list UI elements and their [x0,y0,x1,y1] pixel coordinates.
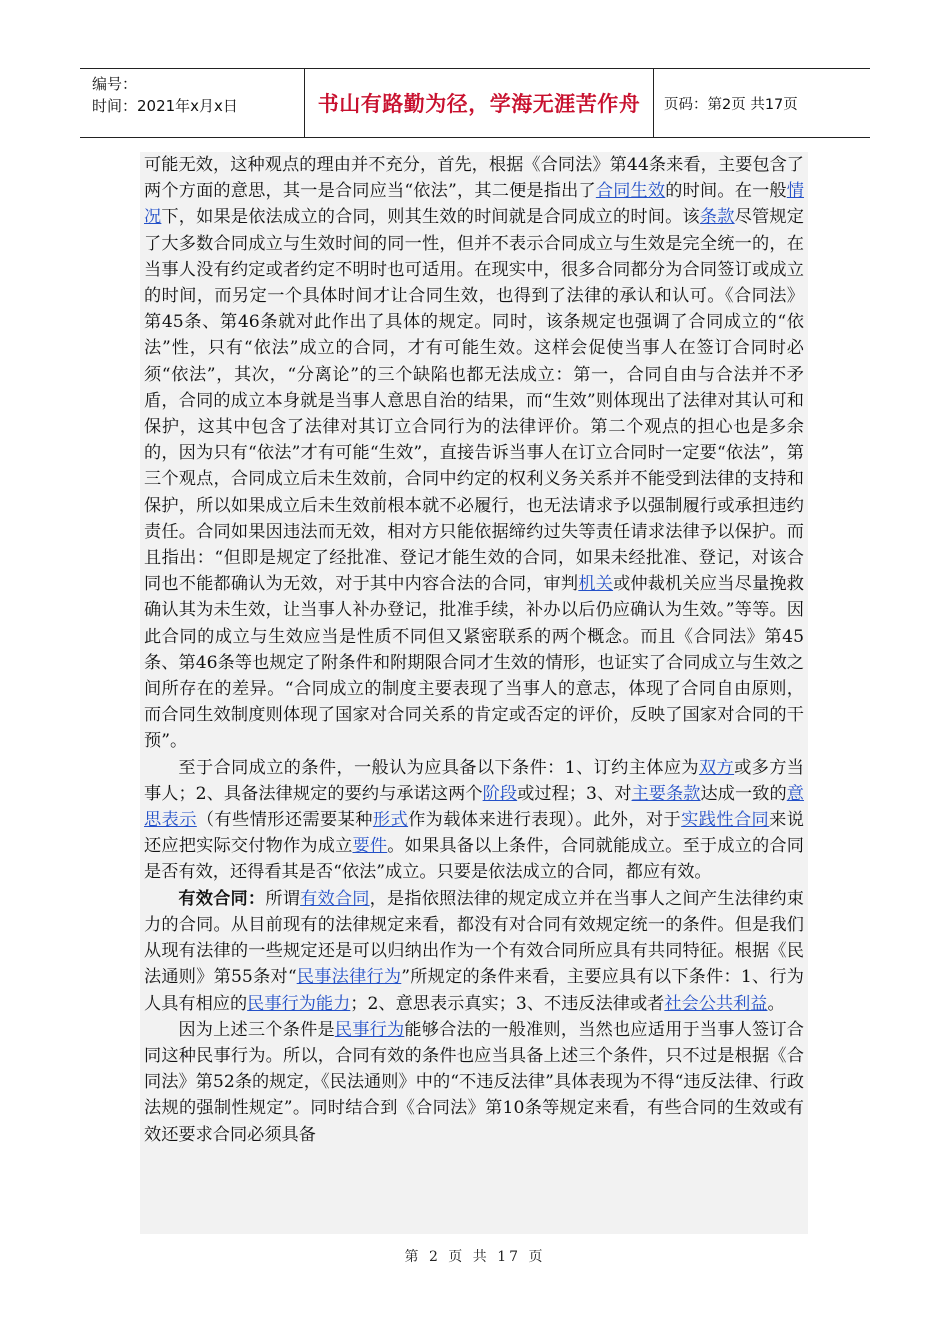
paragraph-text: 达成一致的 [700,783,787,804]
term-link[interactable]: 条款 [699,207,735,228]
document-time-label: 时间：2021年x月x日 [92,97,238,115]
term-link[interactable]: 阶段 [482,783,518,804]
term-link[interactable]: 民事行为 [334,1019,405,1040]
page-footer: 第 2 页 共 17 页 [404,1249,546,1265]
term-link[interactable]: 意思表示 [144,783,804,831]
paragraph-text: 或过程；3、对 [517,783,632,804]
term-link[interactable]: 民事行为能力 [247,993,351,1014]
term-link[interactable]: 主要条款 [631,783,701,804]
paragraph-text: 的时间。在一般 [665,181,787,202]
paragraph-text: 能够合法的一般准则，当然也应适用于当事人签订合同这种民事行为。所以，合同有效的条件也应当具备上述三个条件，只不过是根据《合同法》第52条的规定，《民法通则》中的“不违反法律”具体表现为不得“违反法律、行政法规的强制性规定”。同时结合到《合同法》第10条等规定来看，有些合同的生效或有效还要求合同必须具备 [144,1019,804,1145]
header-meta [80,69,304,137]
paragraph-text: （有些情形还需要某种 [196,810,373,831]
term-link[interactable]: 情况 [144,181,804,228]
term-link[interactable]: 社会公共利益 [664,993,768,1014]
header-motto: 书山有路勤为径，学海无涯苦作舟 [304,69,654,137]
header-page-info: 页码：第2页 共17页 [664,96,798,113]
paragraph-text: 所谓 [265,888,301,909]
paragraph-text: 至于合同成立的条件，一般认为应具备以下条件：1、订约主体应为 [178,757,699,778]
paragraph-text: 或仲裁机关应当尽量挽救确认其为未生效，让当事人补办登记，批准手续，补办以后仍应确认为生效。”等等。因此合同的成立与生效应当是性质不同但又紧密联系的两个概念。而且《合同法》第45条、第46条等也规定了附条件和附期限合同才生效的情形，也证实了合同成立与生效之间所存在的差异。“合同成立的制度主要表现了当事人的意志，体现了合同自由原则，而合同生效制度则体现了国家对合同关系的肯定或否定的评价，反映了国家对合同的干预”。 [144,574,804,752]
paragraph-text: 因为上述三个条件是 [178,1019,335,1040]
document-body [140,152,808,1234]
term-link[interactable]: 合同生效 [595,181,666,202]
body-paragraph [140,152,808,755]
term-link[interactable]: 要件 [352,836,388,857]
term-link[interactable]: 民事法律行为 [296,967,402,988]
paragraph-text: 尽管规定了大多数合同成立与生效时间的同一性，但并不表示合同成立与生效是完全统一的，在当事人没有约定或者约定不明时也可适用。在现实中，很多合同都分为合同签订或成立的时间，而另定一个具体时间才让合同生效，也得到了法律的承认和认可。《合同法》第45条、第46条就对此作出了具体的规定。同时，该条规定也强调了合同成立的“依法”性，只有“依法”成立的合同，才有可能生效。这样会促使当事人在签订合同时必须“依法”，其次，“分离论”的三个缺陷也都无法成立：第一，合同自由与合法并不矛盾，合同的成立本身就是当事人意思自治的结果，而“生效”则体现出了法律对其认可和保护，这其中包含了法律对其订立合同行为的法律评价。第二个观点的担心也是多余的，因为只有“依法”才有可能“生效”，直接告诉当事人在订立合同时一定要“依法”，第三个观点，合同成立后未生效前，合同中约定的权利义务关系并不能受到法律的支持和保护，所以如果成立后未生效前根本就不必履行，也无法请求予以强制履行或承担违约责任。合同如果因违法而无效，相对方只能依据缔约过失等责任请求法律予以保护。而且指出：“但即是规定了经批准、登记才能生效的合同，如果未经批准、登记，对该合同也不能都确认为无效，对于其中内容合法的合同，审判 [144,207,804,595]
paragraph-text: 。 [767,993,785,1014]
paragraph-text: 作为载体来进行表现）。此外，对于 [408,810,682,831]
term-link[interactable]: 有效合同 [300,888,370,909]
paragraph-text: 。如果具备以上条件，合同就能成立。至于成立的合同是否有效，还得看其是否“依法”成立。只要是依法成立的合同，都应有效。 [144,836,804,883]
paragraph-text: ”所规定的条件来看，主要应具有以下条件：1、行为人具有相应的 [144,967,804,1014]
paragraph-text: 可能无效，这种观点的理由并不充分，首先，根据《合同法》第44条来看，主要包含了两个方面的意思，其一是合同应当“依法”，其二便是指出了 [144,155,804,202]
term-link[interactable]: 双方 [698,757,735,778]
page-header [80,68,870,138]
paragraph-text: 下，如果是依法成立的合同，则其生效的时间就是合同成立的时间。该 [161,207,700,228]
paragraph-text: 或多方当事人；2、具备法律规定的要约与承诺这两个 [144,757,804,804]
paragraph-text: 来说还应把实际交付物作为成立 [144,810,804,857]
body-paragraph [140,755,808,886]
body-paragraph [140,1017,808,1148]
paragraph-text: ；2、意思表示真实；3、不违反法律或者 [350,993,665,1014]
body-paragraph [140,886,808,1017]
document-number-label: 编号： [92,75,138,93]
term-link[interactable]: 实践性合同 [681,810,770,831]
term-link[interactable]: 机关 [578,574,614,595]
term-link[interactable]: 形式 [372,810,409,831]
section-heading: 有效合同： [178,888,266,909]
paragraph-text: ，是指依照法律的规定成立并在当事人之间产生法律约束力的合同。从目前现有的法律规定来看，都没有对合同有效规定统一的条件。但是我们从现有法律的一些规定还是可以归纳出作为一个有效合同所应具有共同特征。根据《民法通则》第55条对“ [144,888,804,988]
